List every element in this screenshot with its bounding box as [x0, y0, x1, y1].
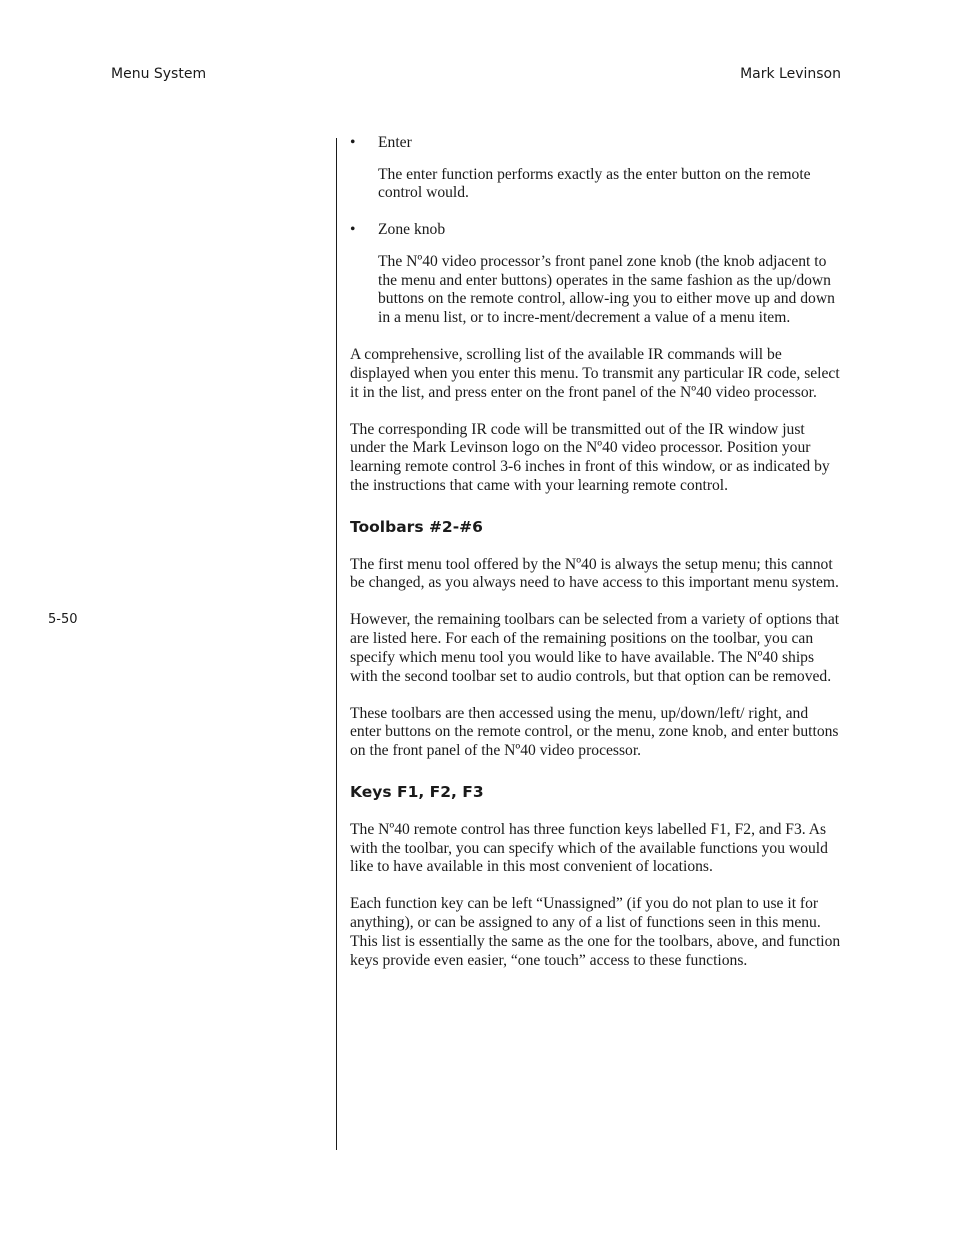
page-number: 5-50: [48, 612, 78, 627]
body-paragraph: A comprehensive, scrolling list of the available IR commands will be displayed when you enter this menu. To transmit any particular IR code, select it in the list, and press enter on the front panel of the Nº40 video processor.: [350, 346, 840, 401]
bullet-label: Zone knob: [378, 221, 446, 239]
body-paragraph: The Nº40 remote control has three function keys labelled F1, F2, and F3. As with the toolbar, you can specify which of the available functions you would like to have available in this most convenient of locations.: [350, 820, 828, 876]
section-heading: Toolbars #2-#6: [350, 517, 483, 536]
bullet-description: The Nº40 video processor’s front panel zone knob (the knob adjacent to the menu and enter buttons) operates in the same fashion as the up/down buttons on the remote control, allow-ing you to either move up and down in a menu list, or to incre-ment/decrement a value of a menu item.: [378, 252, 835, 326]
bullet-description: The enter function performs exactly as the enter button on the remote control would.: [378, 165, 811, 202]
bullet-label: Enter: [378, 134, 412, 151]
running-header-brand: Mark Levinson: [740, 66, 841, 82]
body-paragraph: The first menu tool offered by the Nº40 is always the setup menu; this cannot be changed, as you always need to have access to this important menu system.: [350, 555, 839, 592]
bullet-item: [350, 221, 842, 328]
bullet-icon: •: [350, 134, 356, 151]
section-heading: Keys F1, F2, F3: [350, 782, 484, 801]
body-paragraph: Each function key can be left “Unassigned” (if you do not plan to use it for anything), or can be assigned to any of a list of functions seen in this menu. This list is essentially the same as the one for the toolbars, above, and function keys provide even easier, “one touch” access to these functions.: [350, 895, 841, 969]
body-paragraph: The corresponding IR code will be transmitted out of the IR window just under the Mark Levinson logo on the Nº40 video processor. Position your learning remote control 3-6 inches in front of this window, or as indicated by the instructions that came with your learning remote control.: [350, 420, 830, 494]
body-column: [350, 134, 842, 970]
margin-rule: [336, 138, 337, 1150]
body-paragraph: These toolbars are then accessed using the menu, up/down/left/ right, and enter buttons on the remote control, or the menu, zone knob, and enter buttons on the front panel of the Nº40 video processor.: [350, 704, 839, 760]
body-paragraph: However, the remaining toolbars can be selected from a variety of options that are listed here. For each of the remaining positions on the toolbar, you can specify which menu tool you would like to have available. The Nº40 ships with the second toolbar set to audio controls, but that option can be removed.: [350, 611, 840, 685]
bullet-icon: •: [350, 221, 356, 239]
running-header-section: Menu System: [111, 66, 207, 82]
bullet-item: [350, 134, 842, 203]
